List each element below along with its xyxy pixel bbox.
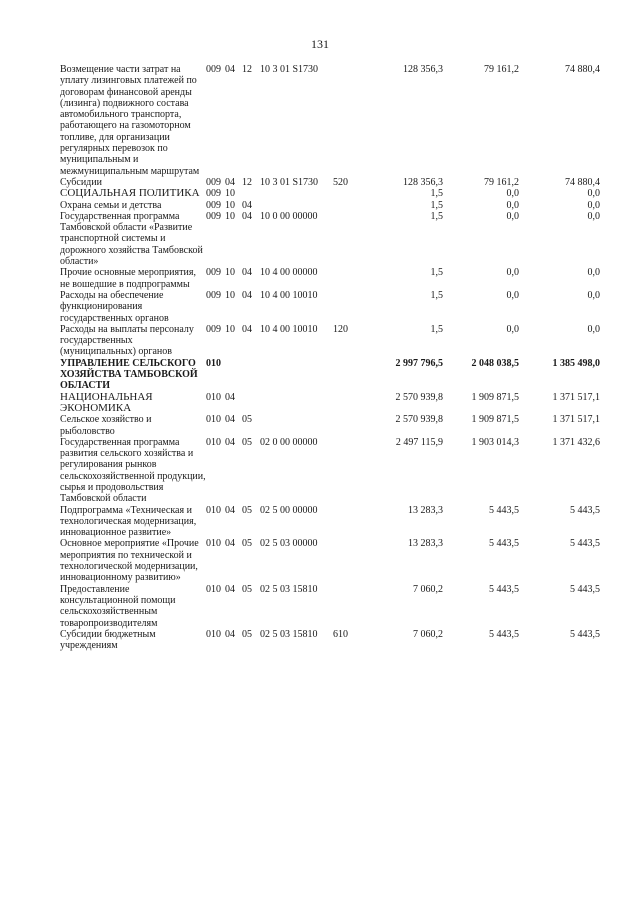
amount-year-1: 2 497 115,9 — [395, 436, 443, 448]
amount-year-3: 1 371 517,1 — [552, 391, 600, 403]
section-code: 04 — [225, 391, 235, 403]
section-code: 10 — [225, 199, 235, 211]
amount-year-2: 5 443,5 — [489, 538, 519, 550]
target-article-code: 10 4 00 10010 — [260, 323, 318, 335]
subsection-code: 05 — [242, 628, 252, 640]
amount-year-3: 74 880,4 — [565, 64, 600, 75]
expense-type-code: 520 — [333, 176, 348, 188]
target-article-code — [260, 358, 333, 392]
section-code: 10 — [225, 289, 235, 301]
target-article-code: 10 3 01 S1730 — [260, 176, 319, 188]
amount-year-1: 1,5 — [430, 267, 443, 279]
amount-year-3: 0,0 — [587, 289, 600, 301]
expense-type-code — [333, 392, 358, 415]
subsection-code: 04 — [242, 323, 252, 335]
amount-year-2: 0,0 — [506, 210, 519, 222]
ministry-code: 010 — [206, 504, 221, 516]
ministry-code: 009 — [206, 188, 221, 200]
amount-year-2: 79 161,2 — [484, 64, 519, 75]
table-row — [60, 629, 600, 652]
row-name: Сельское хозяйство и рыболовство — [60, 414, 152, 437]
table-row — [60, 437, 600, 505]
budget-table — [60, 64, 600, 651]
amount-year-2: 0,0 — [506, 188, 519, 200]
amount-year-3: 1 371 517,1 — [552, 414, 600, 426]
row-name: УПРАВЛЕНИЕ СЕЛЬСКОГО ХОЗЯЙСТВА ТАМБОВСКОЙ ОБЛАСТИ — [60, 357, 198, 392]
ministry-code: 009 — [206, 64, 221, 75]
amount-year-3: 74 880,4 — [565, 176, 600, 188]
amount-year-1: 2 997 796,5 — [395, 357, 443, 369]
section-code: 04 — [225, 414, 235, 426]
expense-type-code — [333, 505, 358, 539]
target-article-code: 02 5 03 15810 — [260, 628, 318, 640]
row-name: Предоставление консультационной помощи сельскохозяйственным товаропроизводителям — [60, 583, 176, 629]
amount-year-2: 1 909 871,5 — [471, 391, 519, 403]
expense-type-code — [333, 538, 358, 583]
table-row — [60, 200, 600, 211]
ministry-code: 009 — [206, 199, 221, 211]
section-code: 10 — [225, 267, 235, 279]
page-number: 131 — [311, 37, 329, 51]
table-row — [60, 414, 600, 437]
amount-year-2: 0,0 — [506, 323, 519, 335]
amount-year-1: 128 356,3 — [403, 64, 443, 75]
section-code: 10 — [225, 188, 235, 200]
section-code: 10 — [225, 210, 235, 222]
subsection-code — [242, 188, 260, 199]
ministry-code: 009 — [206, 176, 221, 188]
amount-year-3: 0,0 — [587, 199, 600, 211]
section-code: 04 — [225, 538, 235, 550]
ministry-code: 009 — [206, 210, 221, 222]
expense-type-code — [333, 358, 358, 392]
subsection-code: 05 — [242, 414, 252, 426]
ministry-code: 009 — [206, 323, 221, 335]
amount-year-1: 1,5 — [430, 289, 443, 301]
target-article-code — [260, 188, 333, 199]
row-name: Прочие основные мероприятия, не вошедшие в подпрограммы — [60, 267, 196, 290]
table-row — [60, 267, 600, 290]
budget-table-body — [60, 64, 600, 651]
amount-year-1: 1,5 — [430, 188, 443, 200]
expense-type-code — [333, 267, 358, 290]
amount-year-1: 7 060,2 — [413, 583, 443, 595]
row-name: НАЦИОНАЛЬНАЯ ЭКОНОМИКА — [60, 390, 153, 414]
amount-year-1: 1,5 — [430, 323, 443, 335]
subsection-code: 04 — [242, 199, 252, 211]
table-row — [60, 324, 600, 358]
ministry-code: 009 — [206, 289, 221, 301]
ministry-code: 010 — [206, 357, 221, 369]
subsection-code: 05 — [242, 538, 252, 550]
target-article-code: 10 3 01 S1730 — [260, 64, 319, 75]
section-code: 04 — [225, 583, 235, 595]
table-row — [60, 584, 600, 629]
amount-year-3: 0,0 — [587, 188, 600, 200]
section-code — [225, 358, 242, 392]
ministry-code: 010 — [206, 538, 221, 550]
amount-year-1: 2 570 939,8 — [395, 391, 443, 403]
amount-year-1: 13 283,3 — [408, 538, 443, 550]
amount-year-2: 2 048 038,5 — [471, 357, 519, 369]
row-name: Охрана семьи и детства — [60, 199, 162, 211]
amount-year-2: 1 903 014,3 — [471, 436, 519, 448]
ministry-code: 010 — [206, 583, 221, 595]
amount-year-3: 5 443,5 — [570, 583, 600, 595]
row-name: Возмещение части затрат на уплату лизинговых платежей по договорам финансовой аренды (лизинга) подвижного состава автомобильного транспорта, работающего на газомоторном топливе, для организации регулярных перевозок по муниципальным и межмуниципальным маршрутам — [60, 64, 200, 177]
row-name: Субсидии бюджетным учреждениям — [60, 628, 156, 652]
amount-year-2: 5 443,5 — [489, 504, 519, 516]
amount-year-2: 0,0 — [506, 267, 519, 279]
section-code: 04 — [225, 436, 235, 448]
row-name: Подпрограмма «Техническая и технологическая модернизация, инновационное развитие» — [60, 504, 197, 539]
expense-type-code — [333, 584, 358, 629]
subsection-code: 05 — [242, 504, 252, 516]
table-row — [60, 188, 600, 199]
subsection-code: 12 — [242, 64, 252, 75]
subsection-code: 05 — [242, 436, 252, 448]
amount-year-3: 1 371 432,6 — [552, 436, 600, 448]
target-article-code — [260, 392, 333, 415]
row-name: Расходы на выплаты персоналу государственных (муниципальных) органов — [60, 323, 194, 358]
table-row — [60, 290, 600, 324]
target-article-code: 02 5 00 00000 — [260, 504, 318, 516]
subsection-code: 05 — [242, 583, 252, 595]
row-name: Расходы на обеспечение функционирования государственных органов — [60, 289, 169, 324]
amount-year-1: 2 570 939,8 — [395, 414, 443, 426]
section-code: 10 — [225, 323, 235, 335]
expense-type-code — [333, 414, 358, 437]
amount-year-3: 0,0 — [587, 267, 600, 279]
row-name: Государственная программа развития сельского хозяйства и регулирования рынков сельскохозяйственной продукции, сырья и продовольствия Тамбовской области — [60, 436, 206, 505]
row-name: СОЦИАЛЬНАЯ ПОЛИТИКА — [60, 187, 200, 200]
amount-year-1: 128 356,3 — [403, 176, 443, 188]
amount-year-1: 1,5 — [430, 210, 443, 222]
amount-year-3: 0,0 — [587, 210, 600, 222]
amount-year-1: 13 283,3 — [408, 504, 443, 516]
amount-year-1: 1,5 — [430, 199, 443, 211]
amount-year-2: 5 443,5 — [489, 628, 519, 640]
row-name: Субсидии — [60, 176, 102, 188]
subsection-code — [242, 392, 260, 415]
amount-year-3: 5 443,5 — [570, 504, 600, 516]
amount-year-2: 5 443,5 — [489, 583, 519, 595]
amount-year-2: 1 909 871,5 — [471, 414, 519, 426]
subsection-code: 04 — [242, 267, 252, 279]
subsection-code: 12 — [242, 176, 252, 188]
table-row — [60, 392, 600, 415]
row-name: Государственная программа Тамбовской области «Развитие транспортной системы и дорожного хозяйства Тамбовской области» — [60, 210, 203, 268]
target-article-code: 10 4 00 00000 — [260, 267, 318, 279]
target-article-code: 02 5 03 00000 — [260, 538, 318, 550]
section-code: 04 — [225, 504, 235, 516]
table-row — [60, 64, 600, 177]
target-article-code — [260, 414, 333, 437]
ministry-code: 010 — [206, 391, 221, 403]
amount-year-3: 5 443,5 — [570, 538, 600, 550]
subsection-code — [242, 358, 260, 392]
expense-type-code — [333, 188, 358, 199]
amount-year-1: 7 060,2 — [413, 628, 443, 640]
table-row — [60, 211, 600, 267]
target-article-code: 02 0 00 00000 — [260, 436, 318, 448]
section-code: 04 — [225, 628, 235, 640]
amount-year-2: 79 161,2 — [484, 176, 519, 188]
expense-type-code: 120 — [333, 323, 348, 335]
expense-type-code — [333, 290, 358, 324]
amount-year-3: 5 443,5 — [570, 628, 600, 640]
amount-year-2: 0,0 — [506, 199, 519, 211]
target-article-code: 02 5 03 15810 — [260, 583, 318, 595]
ministry-code: 010 — [206, 436, 221, 448]
section-code: 04 — [225, 64, 235, 75]
subsection-code: 04 — [242, 210, 252, 222]
ministry-code: 010 — [206, 628, 221, 640]
expense-type-code — [333, 211, 358, 267]
expense-type-code — [333, 64, 358, 177]
table-row — [60, 505, 600, 539]
section-code: 04 — [225, 176, 235, 188]
target-article-code — [260, 200, 333, 211]
target-article-code: 10 0 00 00000 — [260, 210, 318, 222]
row-name: Основное мероприятие «Прочие мероприятия по технической и технологической модернизации, инновационному развитию» — [60, 538, 199, 584]
table-row — [60, 358, 600, 392]
table-row — [60, 538, 600, 583]
amount-year-3: 0,0 — [587, 323, 600, 335]
subsection-code: 04 — [242, 289, 252, 301]
amount-year-3: 1 385 498,0 — [552, 357, 600, 369]
expense-type-code — [333, 200, 358, 211]
expense-type-code — [333, 437, 358, 505]
target-article-code: 10 4 00 10010 — [260, 289, 318, 301]
expense-type-code: 610 — [333, 628, 348, 640]
ministry-code: 009 — [206, 267, 221, 279]
ministry-code: 010 — [206, 414, 221, 426]
amount-year-2: 0,0 — [506, 289, 519, 301]
